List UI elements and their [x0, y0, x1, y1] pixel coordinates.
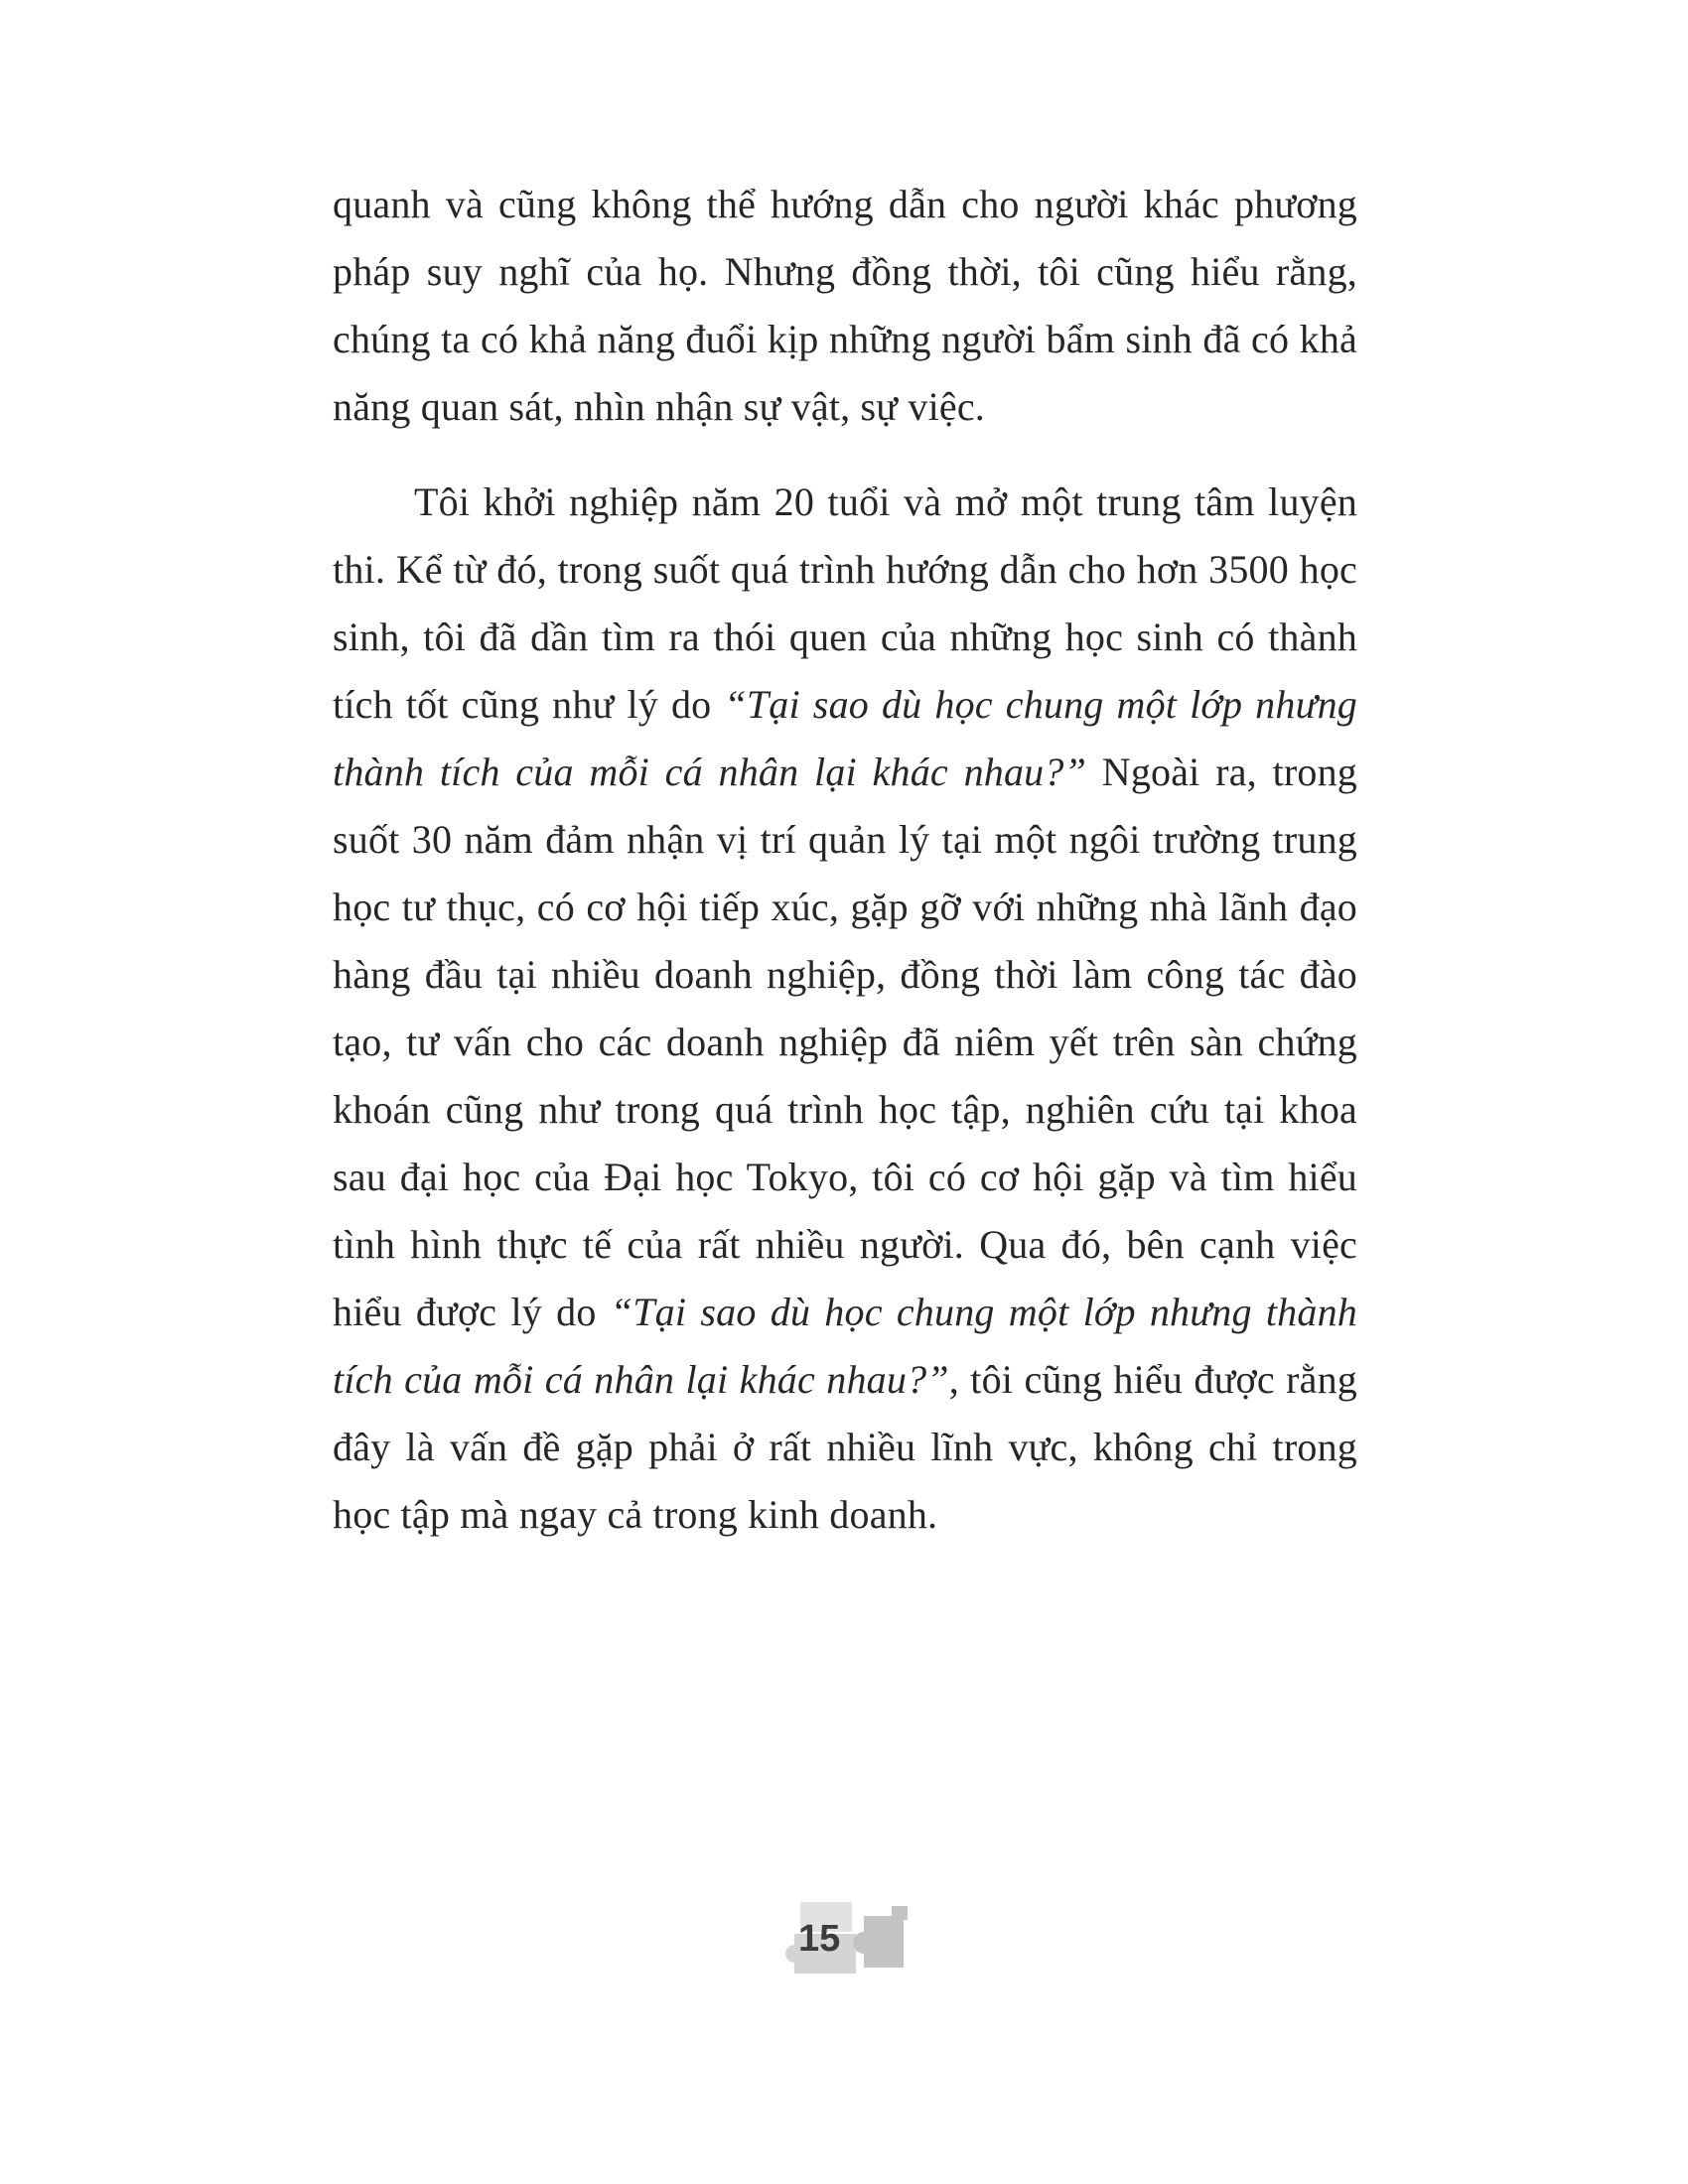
quote-italic-text: “Tại sao dù học chung một lớp nhưng thành tích của mỗi cá nhân lại khác nhau?”: [333, 682, 1357, 794]
paragraph: [333, 469, 1357, 1549]
page-footer: [0, 1894, 1688, 1989]
body-text: Ngoài ra, trong suốt 30 năm đảm nhận vị trí quản lý tại một ngôi trường trung học tư thục, có cơ hội tiếp xúc, gặp gỡ với những nhà lãnh đạo hàng đầu tại nhiều doanh nghiệp, đồng thời làm công tác đào tạo, tư vấn cho các doanh nghiệp đã niêm yết trên sàn chứng khoán cũng như trong quá trình học tập, nghiên cứu tại khoa sau đại học của Đại học Tokyo, tôi có cơ hội gặp và tìm hiểu tình hình thực tế của rất nhiều người. Qua đó, bên cạnh việc hiểu được lý do: [333, 750, 1358, 1334]
paragraph: [333, 171, 1357, 441]
page-number: 15: [798, 1918, 841, 1960]
body-text: quanh và cũng không thể hướng dẫn cho người khác phương pháp suy nghĩ của họ. Nhưng đồng thời, tôi cũng hiểu rằng, chúng ta có khả năng đuổi kịp những người bẩm sinh đã có khả năng quan sát, nhìn nhận sự vật, sự việc.: [333, 182, 1357, 429]
body-text: Tôi khởi nghiệp năm 20 tuổi và mở một trung tâm luyện thi. Kể từ đó, trong suốt quá trình hướng dẫn cho hơn 3500 học sinh, tôi đã dần tìm ra thói quen của những học sinh có thành tích tốt cũng như lý do: [333, 479, 1357, 727]
quote-italic-text: “Tại sao dù học chung một lớp nhưng thành tích của mỗi cá nhân lại khác nhau?”: [333, 1290, 1357, 1402]
text-block: [333, 171, 1357, 1576]
page-number-ornament: [765, 1894, 923, 1989]
puzzle-icon: [765, 1894, 923, 1989]
body-text: , tôi cũng hiểu được rằng đây là vấn đề gặp phải ở rất nhiều lĩnh vực, không chỉ trong học tập mà ngay cả trong kinh doanh.: [333, 1357, 1357, 1537]
